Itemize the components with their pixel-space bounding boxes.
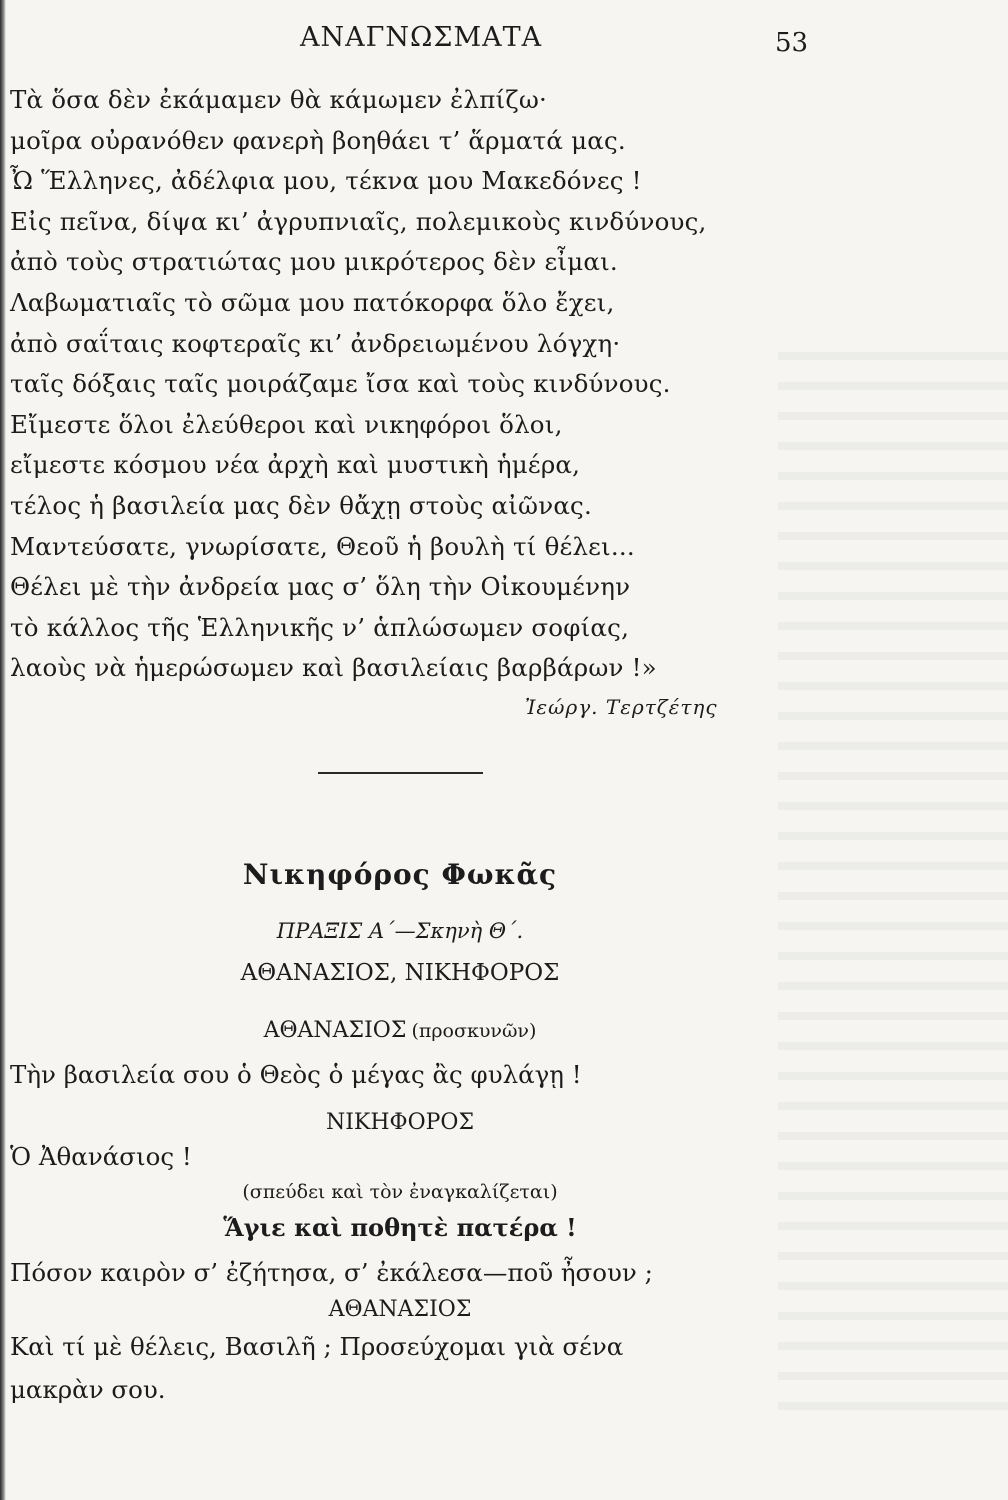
verse-line: ταῖς δόξαις ταῖς μοιράζαμε ἴσα καὶ τοὺς κινδύνους. <box>10 369 671 399</box>
running-title: ΑΝΑΓΝΩΣΜΑΤΑ <box>300 22 543 53</box>
verse-line: ἀπὸ σαΐταις κοφτεραῖς κι’ ἀνδρειωμένου λόγχη· <box>10 328 621 358</box>
verse-line: τὸ κάλλος τῆς Ἑλληνικῆς ν’ ἁπλώσωμεν σοφίας, <box>10 612 630 642</box>
binding-edge <box>0 0 6 1500</box>
verse-line: ἀπὸ τοὺς στρατιώτας μου μικρότερος δὲν εἶμαι. <box>10 247 618 277</box>
poem-author-signature: Ἰεώργ. Τερτζέτης <box>525 695 718 719</box>
verse-line: Εἰς πεῖνα, δίψα κι’ ἀγρυπνιαῖς, πολεμικοὺς κινδύνους, <box>10 206 707 236</box>
act-scene-heading: ΠΡΑΞΙΣ Α΄—Σκηνὴ Θ΄. <box>276 919 524 943</box>
bleed-through-shadow <box>778 330 1008 1410</box>
verse-line: τέλος ἡ βασιλεία μας δὲν θἄχῃ στοὺς αἰῶνας. <box>10 490 592 520</box>
verse-line: εἴμεστε κόσμου νέα ἀρχὴ καὶ μυστικὴ ἡμέρα, <box>10 450 581 480</box>
dialogue-line: Καὶ τί μὲ θέλεις, Βασιλῆ ; Προσεύχομαι γιὰ σένα <box>10 1332 624 1361</box>
speaker-heading <box>0 1018 800 1043</box>
dialogue-line: Ἅγιε καὶ ποθητὲ πατέρα ! <box>223 1213 577 1242</box>
speaker-name: ΝΙΚΗΦΟΡΟΣ <box>325 1110 475 1135</box>
stage-direction: (σπεύδει καὶ τὸν ἐναγκαλίζεται) <box>242 1181 558 1203</box>
dialogue-line: μακρὰν σου. <box>10 1375 166 1404</box>
verse-line: Θέλει μὲ τὴν ἀνδρεία μας σ’ ὅλη τὴν Οἰκουμένην <box>10 572 631 602</box>
verse-line: Ὦ Ἕλληνες, ἀδέλφια μου, τέκνα μου Μακεδόνες ! <box>10 166 642 196</box>
verse-line: μοῖρα οὐρανόθεν φανερὴ βοηθάει τ’ ἅρματά μας. <box>10 125 626 155</box>
dialogue-line: Ὁ Ἀθανάσιος ! <box>10 1142 192 1171</box>
speaker-name: ΑΘΑΝΑΣΙΟΣ <box>328 1297 472 1322</box>
dialogue-line: Πόσον καιρὸν σ’ ἐζήτησα, σ’ ἐκάλεσα—ποῦ ἦσουν ; <box>10 1258 653 1287</box>
verse-line: Τὰ ὅσα δὲν ἐκάμαμεν θὰ κάμωμεν ἐλπίζω· <box>10 85 547 114</box>
characters-list: ΑΘΑΝΑΣΙΟΣ, ΝΙΚΗΦΟΡΟΣ <box>240 960 560 986</box>
page-header <box>0 22 1008 62</box>
dialogue-line: Τὴν βασιλεία σου ὁ Θεὸς ὁ μέγας ἂς φυλάγῃ ! <box>10 1060 582 1089</box>
play-title: Νικηφόρος Φωκᾶς <box>242 858 558 891</box>
verse-line: Λαβωματιαῖς τὸ σῶμα μου πατόκορφα ὅλο ἔχει, <box>10 287 615 317</box>
stage-direction: (προσκυνῶν) <box>411 1020 537 1042</box>
poem <box>10 80 810 689</box>
verse-line: Εἴμεστε ὅλοι ἐλεύθεροι καὶ νικηφόροι ὅλοι, <box>10 409 563 439</box>
speaker-name: ΑΘΑΝΑΣΙΟΣ <box>263 1018 407 1043</box>
page-number: 53 <box>775 28 809 58</box>
verse-line: Μαντεύσατε, γνωρίσατε, Θεοῦ ἡ βουλὴ τί θέλει... <box>10 531 635 561</box>
verse-line: λαοὺς νὰ ἡμερώσωμεν καὶ βασιλείαις βαρβάρων !» <box>10 653 657 683</box>
section-divider <box>318 772 483 774</box>
